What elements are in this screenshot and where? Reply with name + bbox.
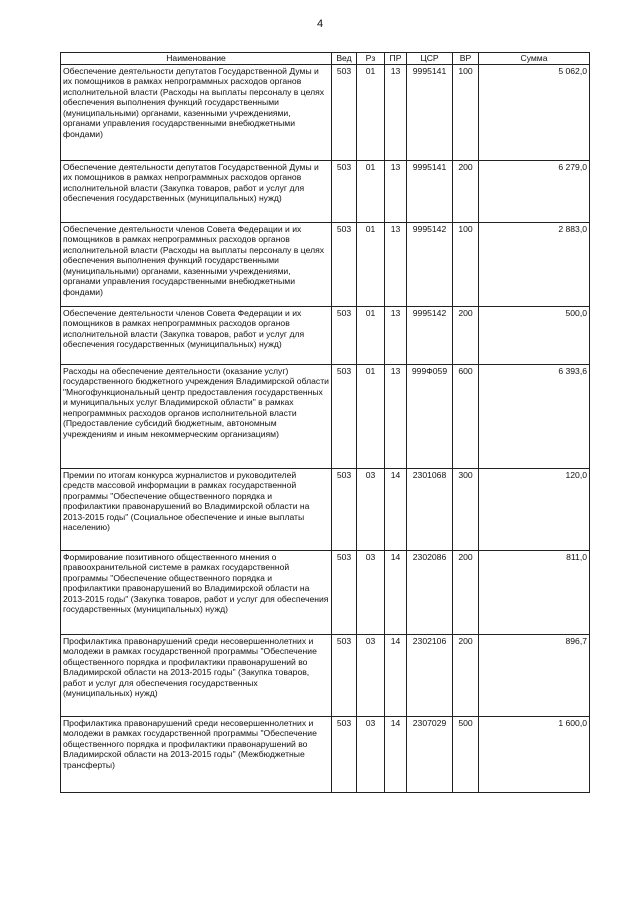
row-csr: 9995142 (407, 306, 453, 364)
header-sum: Сумма (479, 53, 590, 65)
row-vr: 200 (453, 160, 479, 222)
table-row (61, 160, 590, 222)
row-sum: 2 883,0 (479, 222, 590, 306)
row-name: Обеспечение деятельности членов Совета Федерации и их помощников в рамках непрограммных расходов органов исполнительной власти (Закупка товаров, работ и услуг для обеспечения государственных (муниципальных) нужд) (61, 306, 332, 364)
row-rz: 03 (357, 550, 385, 634)
row-pr: 14 (385, 634, 407, 716)
row-name: Обеспечение деятельности членов Совета Федерации и их помощников в рамках непрограммных расходов органов исполнительной власти (Расходы на выплаты персоналу в целях обеспечения выполнения функций государственными (муниципальными) органами, казенными учреждениями, органами управления государственными внебюджетными фондами) (61, 222, 332, 306)
row-csr: 2302106 (407, 634, 453, 716)
row-pr: 14 (385, 550, 407, 634)
row-sum: 6 279,0 (479, 160, 590, 222)
row-pr: 14 (385, 716, 407, 792)
row-vr: 200 (453, 306, 479, 364)
row-csr: 9995141 (407, 64, 453, 160)
row-name: Профилактика правонарушений среди несовершеннолетних и молодежи в рамках государственной программы "Обеспечение общественного порядка и профилактики правонарушений во Владимирской области на 2013-2015 годы" (Закупка товаров, работ и услуг для обеспечения государственных (муниципальных) нужд) (61, 634, 332, 716)
row-ved: 503 (332, 222, 357, 306)
row-vr: 600 (453, 364, 479, 468)
row-ved: 503 (332, 468, 357, 550)
row-name: Обеспечение деятельности депутатов Государственной Думы и их помощников в рамках непрограммных расходов органов исполнительной власти (Расходы на выплаты персоналу в целях обеспечения выполнения функций государственными (муниципальными) органами, казенными учреждениями, органами управления государственными внебюджетными фондами) (61, 64, 332, 160)
header-vr: ВР (453, 53, 479, 65)
row-sum: 1 600,0 (479, 716, 590, 792)
row-rz: 01 (357, 64, 385, 160)
row-vr: 200 (453, 550, 479, 634)
row-csr: 9995141 (407, 160, 453, 222)
row-pr: 13 (385, 306, 407, 364)
row-sum: 811,0 (479, 550, 590, 634)
row-sum: 120,0 (479, 468, 590, 550)
row-vr: 100 (453, 64, 479, 160)
row-csr: 2307029 (407, 716, 453, 792)
row-ved: 503 (332, 160, 357, 222)
table-row (61, 550, 590, 634)
header-name: Наименование (61, 53, 332, 65)
row-csr: 2301068 (407, 468, 453, 550)
row-pr: 14 (385, 468, 407, 550)
row-rz: 03 (357, 634, 385, 716)
table-header-row (61, 53, 590, 65)
row-ved: 503 (332, 550, 357, 634)
row-rz: 03 (357, 468, 385, 550)
row-csr: 2302086 (407, 550, 453, 634)
row-ved: 503 (332, 634, 357, 716)
row-rz: 01 (357, 306, 385, 364)
header-csr: ЦСР (407, 53, 453, 65)
budget-table (60, 52, 590, 793)
table-row (61, 468, 590, 550)
row-vr: 200 (453, 634, 479, 716)
row-rz: 01 (357, 222, 385, 306)
row-vr: 100 (453, 222, 479, 306)
row-pr: 13 (385, 222, 407, 306)
row-ved: 503 (332, 306, 357, 364)
row-name: Профилактика правонарушений среди несовершеннолетних и молодежи в рамках государственной программы "Обеспечение общественного порядка и профилактики правонарушений во Владимирской области на 2013-2015 годы" (Межбюджетные трансферты) (61, 716, 332, 792)
row-sum: 5 062,0 (479, 64, 590, 160)
table-row (61, 222, 590, 306)
row-vr: 300 (453, 468, 479, 550)
row-ved: 503 (332, 364, 357, 468)
row-vr: 500 (453, 716, 479, 792)
row-name: Премии по итогам конкурса журналистов и руководителей средств массовой информации в рамках государственной программы "Обеспечение общественного порядка и профилактики правонарушений во Владимирской области на 2013-2015 годы" (Социальное обеспечение и иные выплаты населению) (61, 468, 332, 550)
row-ved: 503 (332, 716, 357, 792)
table-row (61, 306, 590, 364)
row-rz: 03 (357, 716, 385, 792)
row-name: Формирование позитивного общественного мнения о правоохранительной системе в рамках государственной программы "Обеспечение общественного порядка и профилактики правонарушений во Владимирской области на 2013-2015 годы" (Закупка товаров, работ и услуг для обеспечения государственных (муниципальных) нужд) (61, 550, 332, 634)
row-sum: 500,0 (479, 306, 590, 364)
table-row (61, 634, 590, 716)
row-sum: 896,7 (479, 634, 590, 716)
header-rz: Рз (357, 53, 385, 65)
table-row (61, 64, 590, 160)
header-ved: Вед (332, 53, 357, 65)
row-name: Обеспечение деятельности депутатов Государственной Думы и их помощников в рамках непрограммных расходов органов исполнительной власти (Закупка товаров, работ и услуг для обеспечения государственных (муниципальных) нужд) (61, 160, 332, 222)
row-rz: 01 (357, 160, 385, 222)
row-pr: 13 (385, 364, 407, 468)
header-pr: ПР (385, 53, 407, 65)
row-name: Расходы на обеспечение деятельности (оказание услуг) государственного бюджетного учреждения Владимирской области "Многофункциональный центр предоставления государственных и муниципальных услуг Владимирской области" в рамках непрограммных расходов органов исполнительной власти (Предоставление субсидий бюджетным, автономным учреждениям и иным некоммерческим организациям) (61, 364, 332, 468)
row-csr: 9995142 (407, 222, 453, 306)
row-pr: 13 (385, 64, 407, 160)
row-pr: 13 (385, 160, 407, 222)
page-number: 4 (316, 18, 324, 30)
table-row (61, 364, 590, 468)
row-sum: 6 393,6 (479, 364, 590, 468)
row-ved: 503 (332, 64, 357, 160)
row-csr: 999Ф059 (407, 364, 453, 468)
table-row (61, 716, 590, 792)
row-rz: 01 (357, 364, 385, 468)
